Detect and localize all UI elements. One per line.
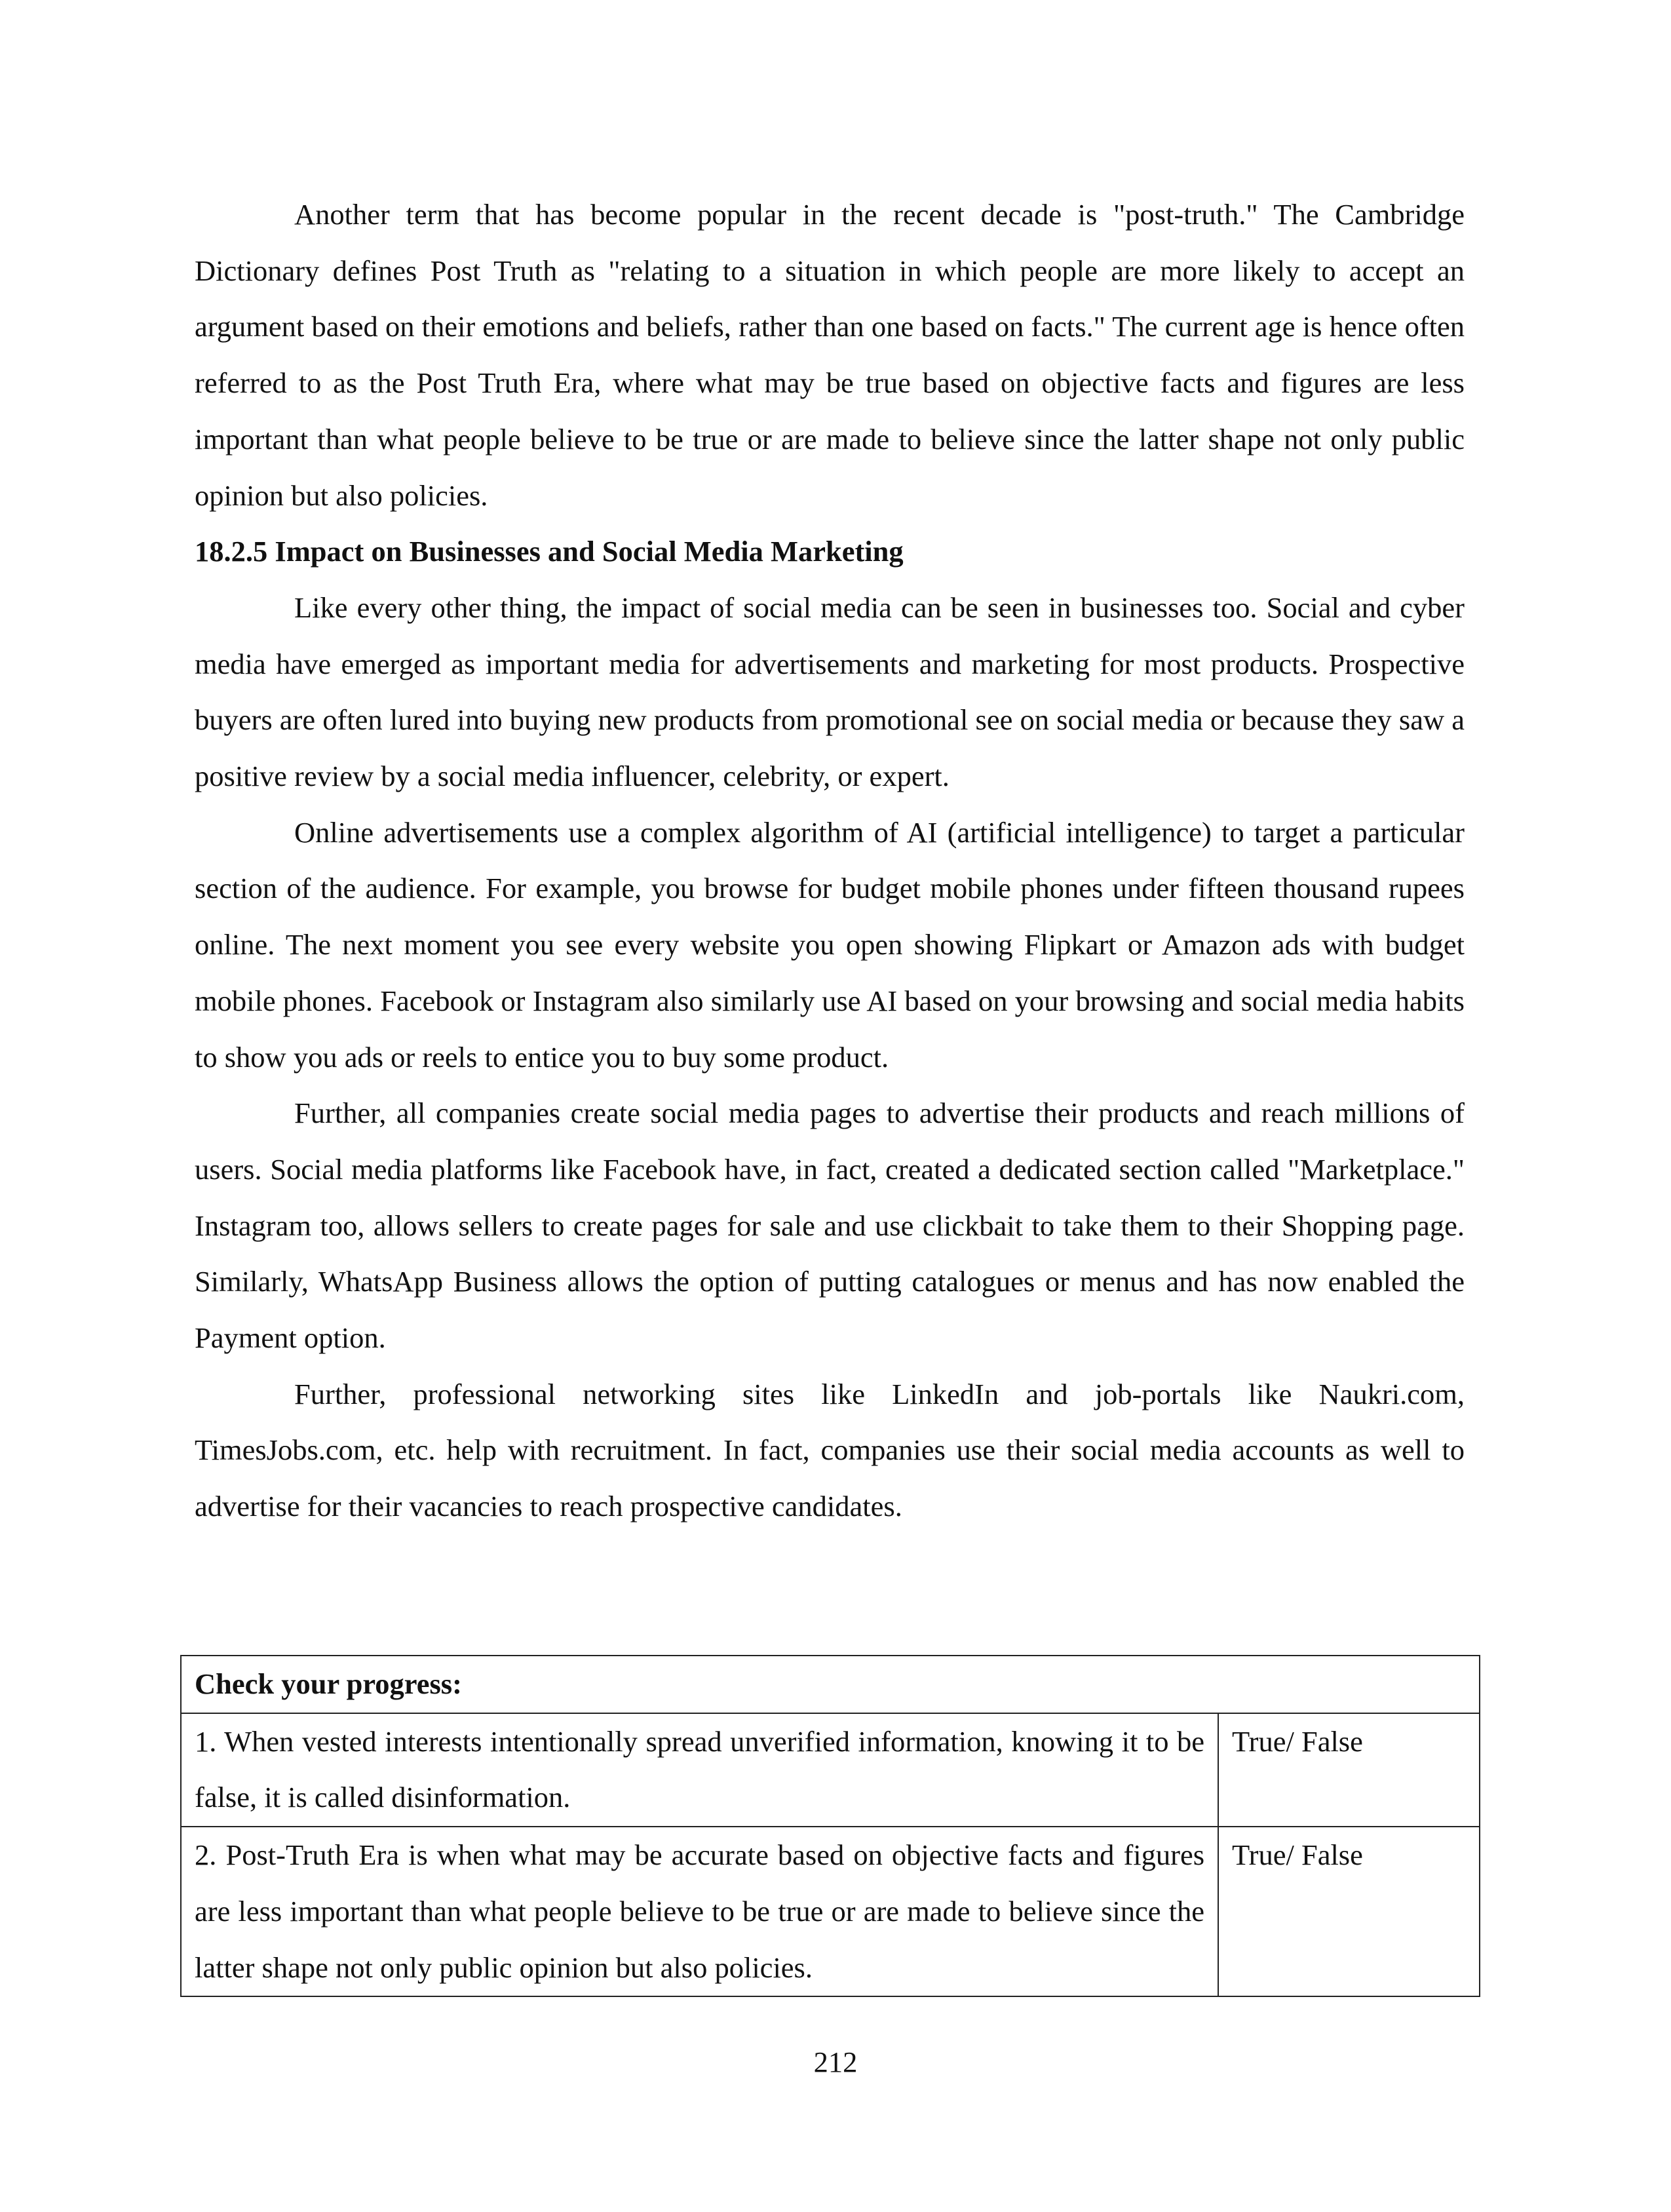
progress-header-row [181, 1656, 1480, 1713]
answer-option: True/ False [1218, 1827, 1480, 1996]
check-progress-table [180, 1655, 1480, 1997]
question-text: 2. Post-Truth Era is when what may be accurate based on objective facts and figures are less important than what people believe to be true or are made to believe since the latter shape not only public opinion but also policies. [181, 1827, 1218, 1996]
intro-paragraph: Another term that has become popular in the recent decade is "post-truth." The Cambridge Dictionary defines Post Truth as "relating to a situation in which people are more likely to accept an argument based on their emotions and beliefs, rather than one based on facts." The current age is hence often referred to as the Post Truth Era, where what may be true based on objective facts and figures are less important than what people believe to be true or are made to believe since the latter shape not only public opinion but also policies. [195, 198, 1465, 512]
page-number: 212 [813, 2046, 858, 2078]
page-body [195, 187, 1465, 1535]
body-paragraph: Further, all companies create social media pages to advertise their products and reach millions of users. Social media platforms like Facebook have, in fact, created a dedicated section called "Marketplace." Instagram too, allows sellers to create pages for sale and use clickbait to take them to their Shopping page. Similarly, WhatsApp Business allows the option of putting catalogues or menus and has now enabled the Payment option. [195, 1096, 1465, 1355]
section-heading: 18.2.5 Impact on Businesses and Social Media Marketing [195, 535, 904, 568]
table-row [181, 1713, 1480, 1827]
table-row [181, 1827, 1480, 1996]
body-paragraph: Online advertisements use a complex algorithm of AI (artificial intelligence) to target a particular section of the audience. For example, you browse for budget mobile phones under fifteen thousand rupees online. The next moment you see every website you open showing Flipkart or Amazon ads with budget mobile phones. Facebook or Instagram also similarly use AI based on your browsing and social media habits to show you ads or reels to entice you to buy some product. [195, 815, 1465, 1074]
body-paragraph: Further, professional networking sites like LinkedIn and job-portals like Naukri.com, TimesJobs.com, etc. help with recruitment. In fact, companies use their social media accounts as well to advertise for their vacancies to reach prospective candidates. [195, 1377, 1465, 1523]
question-text: 1. When vested interests intentionally spread unverified information, knowing it to be false, it is called disinformation. [181, 1713, 1218, 1827]
answer-option: True/ False [1218, 1713, 1480, 1827]
progress-title: Check your progress: [181, 1656, 1480, 1713]
body-paragraph: Like every other thing, the impact of social media can be seen in businesses too. Social and cyber media have emerged as important media for advertisements and marketing for most products. Prospective buyers are often lured into buying new products from promotional see on social media or because they saw a positive review by a social media influencer, celebrity, or expert. [195, 591, 1465, 793]
